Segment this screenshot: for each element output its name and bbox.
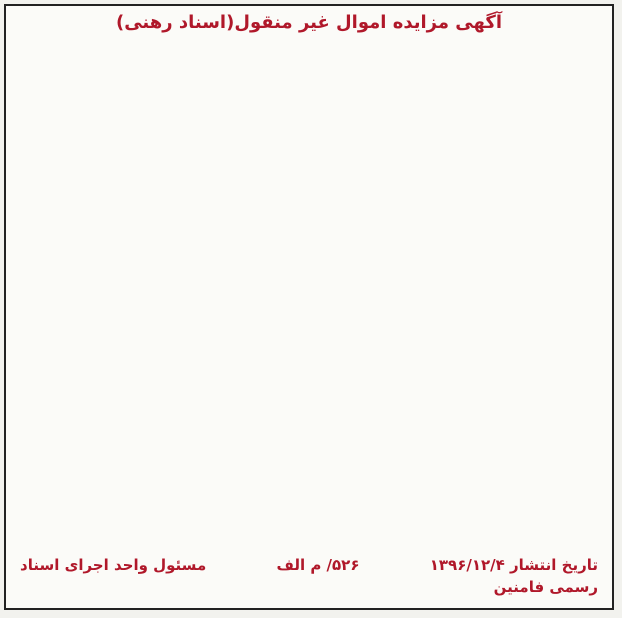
office-name: مسئول واحد اجرای اسناد: [20, 556, 207, 574]
office-subtitle: رسمی فامنین: [493, 578, 598, 596]
notice-frame: [4, 4, 614, 610]
publish-date: تاریخ انتشار ۱۳۹۶/۱۲/۴: [429, 556, 598, 574]
notice-footer: [20, 554, 598, 598]
footer-line: [20, 554, 598, 576]
reference-number: ۵۲۶/ م الف: [276, 556, 360, 574]
notice-body: [20, 40, 598, 520]
notice-title: آگهی مزایده اموال غیر منقول(اسناد رهنی): [115, 12, 502, 33]
